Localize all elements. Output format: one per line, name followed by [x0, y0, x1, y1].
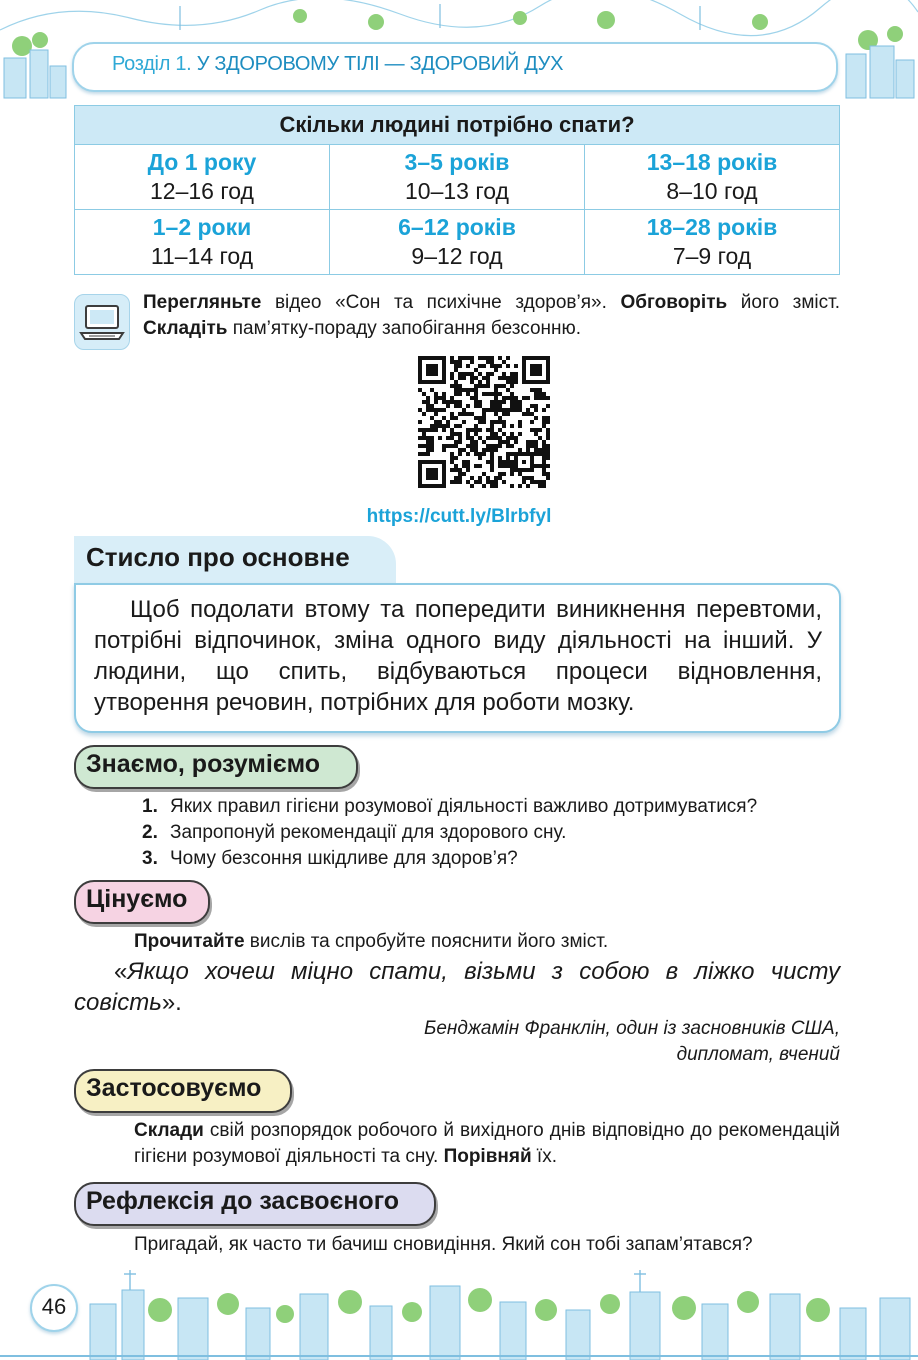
age-group: 3–5 років: [404, 149, 510, 175]
know-section-title: Знаємо, розуміємо: [86, 750, 321, 778]
quote-author: Бенджамін Франклін, один із засновників США,: [423, 1018, 840, 1039]
task-text: його зміст.: [727, 292, 841, 313]
summary-title: Стисло про основне: [86, 542, 350, 572]
summary-text: Щоб подолати втому та попередити виникнення перевтоми, потрібні відпочинок, зміна одного виду діяльності на інший. У людини, що спить, відбуваються процеси відновлення, утворення речовин, потрібних для роботи мозку.: [94, 596, 822, 716]
sleep-table: [74, 105, 840, 275]
question-text: Запропонуй рекомендації для здорового сну.: [170, 822, 567, 843]
table-cell: [585, 210, 840, 275]
page-number: 46: [41, 1294, 67, 1319]
value-instruction: [134, 929, 840, 955]
task-verb: Обговоріть: [620, 292, 728, 313]
table-row: [75, 145, 840, 210]
table-cell: [330, 210, 585, 275]
task-text: вислів та спробуйте пояснити його зміст.: [244, 931, 609, 952]
laptop-icon: [74, 294, 130, 350]
quote-text: Якщо хочеш міцно спати, візьми з собою в ліжко чисту совість: [74, 958, 840, 1016]
section-title: У ЗДОРОВОМУ ТІЛІ — ЗДОРОВИЙ ДУХ: [196, 53, 564, 75]
question-number: 3.: [142, 848, 158, 869]
table-row: [75, 210, 840, 275]
sleep-hours: 12–16 год: [150, 178, 254, 204]
section-header: [112, 53, 563, 76]
video-task-text: [143, 290, 840, 342]
quote-mark: «: [114, 958, 128, 985]
task-verb: Склади: [134, 1120, 204, 1141]
list-item: [142, 846, 842, 872]
qr-code[interactable]: [418, 356, 550, 488]
video-link[interactable]: https://cutt.ly/Blrbfyl: [366, 506, 552, 527]
sleep-hours: 8–10 год: [666, 178, 758, 204]
sleep-hours: 10–13 год: [405, 178, 509, 204]
age-group: 1–2 роки: [152, 214, 252, 240]
question-text: Яких правил гігієни розумової діяльності важливо дотримуватися?: [170, 796, 758, 817]
quote-author-title: дипломат, вчений: [676, 1044, 840, 1065]
task-text: пам’ятку-пораду запобігання безсонню.: [227, 318, 582, 339]
table-cell: [75, 145, 330, 210]
question-text: Чому безсоння шкідливе для здоров’я?: [170, 848, 518, 869]
sleep-hours: 11–14 год: [150, 243, 254, 269]
reflection-text: Пригадай, як часто ти бачиш сновидіння. Який сон тобі запам’ятався?: [134, 1234, 753, 1255]
question-number: 1.: [142, 796, 158, 817]
question-list: [142, 794, 842, 872]
quote: [74, 956, 840, 1018]
apply-text: [134, 1118, 840, 1170]
task-text: свій розпорядок робочого й вихідного днів відповідно до рекомендацій гігієни розумової діяльності та сну.: [134, 1120, 840, 1167]
list-item: [142, 794, 842, 820]
sleep-table-title: Скільки людині потрібно спати?: [75, 106, 840, 145]
sleep-hours: 9–12 год: [411, 243, 503, 269]
task-verb: Прочитайте: [134, 931, 245, 952]
reflection-section-title: Рефлексія до засвоєного: [86, 1187, 400, 1215]
age-group: 13–18 років: [646, 149, 778, 175]
value-section-title: Цінуємо: [86, 885, 188, 913]
section-label: Розділ 1.: [112, 53, 192, 75]
task-verb: Перегляньте: [143, 292, 262, 313]
sleep-hours: 7–9 год: [672, 243, 752, 269]
task-verb: Складіть: [143, 318, 228, 339]
quote-mark: ».: [161, 989, 182, 1016]
age-group: 6–12 років: [398, 214, 516, 240]
footer-city-decoration: [0, 1264, 918, 1360]
table-cell: [75, 210, 330, 275]
apply-section-title: Застосовуємо: [86, 1074, 262, 1102]
task-text: відео «Сон та психічне здоров’я».: [261, 292, 621, 313]
task-verb: Порівняй: [443, 1146, 532, 1167]
age-group: До 1 року: [147, 149, 257, 175]
table-cell: [585, 145, 840, 210]
task-text: їх.: [531, 1146, 557, 1167]
list-item: [142, 820, 842, 846]
question-number: 2.: [142, 822, 158, 843]
age-group: 18–28 років: [646, 214, 778, 240]
table-cell: [330, 145, 585, 210]
